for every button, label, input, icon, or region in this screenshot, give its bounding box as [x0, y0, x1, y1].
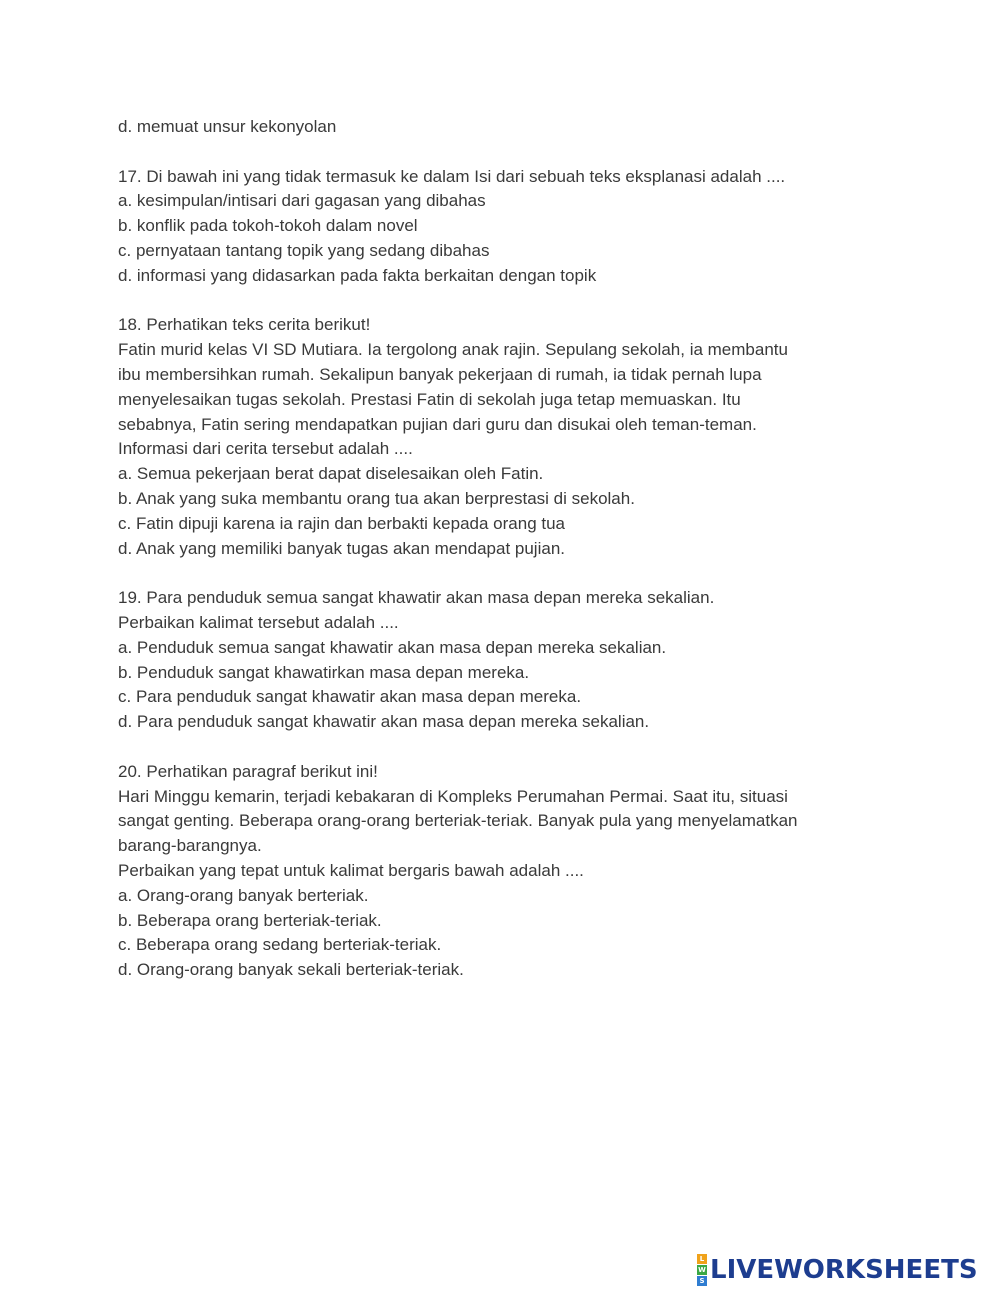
q19-option-c: c. Para penduduk sangat khawatir akan masa depan mereka. [118, 687, 582, 707]
question-18 [118, 313, 878, 561]
q17-option-b: b. konflik pada tokoh-tokoh dalam novel [118, 216, 418, 236]
question-17 [118, 165, 878, 289]
q17-option-d: d. informasi yang didasarkan pada fakta berkaitan dengan topik [118, 265, 597, 285]
q18-story-line: menyelesaikan tugas sekolah. Prestasi Fatin di sekolah juga tetap memuaskan. Itu [118, 389, 741, 409]
logo-square: S [697, 1276, 707, 1286]
q18-option-b: b. Anak yang suka membantu orang tua akan berprestasi di sekolah. [118, 488, 635, 508]
spacer [118, 735, 878, 760]
q20-option-c: c. Beberapa orang sedang berteriak-teriak. [118, 935, 442, 955]
q20-paragraph-line: sangat genting. Beberapa orang-orang berteriak-teriak. Banyak pula yang menyelamatkan [118, 811, 798, 831]
question-20 [118, 760, 878, 983]
q20-paragraph-line: barang-barangnya. [118, 836, 262, 856]
logo-square: W [698, 1266, 706, 1274]
q18-story-line: Fatin murid kelas VI SD Mutiara. Ia tergolong anak rajin. Sepulang sekolah, ia membantu [118, 340, 788, 360]
q20-paragraph-line: Hari Minggu kemarin, terjadi kebakaran di Kompleks Perumahan Permai. Saat itu, situasi [118, 786, 788, 806]
q19-option-b: b. Penduduk sangat khawatirkan masa depan mereka. [118, 662, 530, 682]
spacer [118, 140, 878, 165]
q19-option-d: d. Para penduduk sangat khawatir akan masa depan mereka sekalian. [118, 712, 650, 732]
q17-option-a: a. kesimpulan/intisari dari gagasan yang dibahas [118, 191, 486, 211]
logo-square: L [697, 1254, 707, 1264]
q20-option-a: a. Orang-orang banyak berteriak. [118, 885, 369, 905]
liveworksheets-logo[interactable] [697, 1254, 978, 1286]
q18-option-d: d. Anak yang memiliki banyak tugas akan mendapat pujian. [118, 538, 565, 558]
q19-option-a: a. Penduduk semua sangat khawatir akan masa depan mereka sekalian. [118, 637, 667, 657]
q18-option-c: c. Fatin dipuji karena ia rajin dan berbakti kepada orang tua [118, 513, 566, 533]
q20-option-d: d. Orang-orang banyak sekali berteriak-teriak. [118, 960, 464, 980]
question-17-text: 17. Di bawah ini yang tidak termasuk ke dalam Isi dari sebuah teks eksplanasi adalah .... [118, 166, 786, 186]
spacer [118, 289, 878, 314]
q18-prompt: Informasi dari cerita tersebut adalah .... [118, 439, 413, 459]
q17-option-c: c. pernyataan tantang topik yang sedang dibahas [118, 240, 490, 260]
q18-story-line: sebabnya, Fatin sering mendapatkan pujian dari guru dan disukai oleh teman-teman. [118, 414, 757, 434]
q20-option-b: b. Beberapa orang berteriak-teriak. [118, 910, 382, 930]
spacer [118, 561, 878, 586]
logo-text: LIVEWORKSHEETS [710, 1255, 978, 1285]
q16-option-d: d. memuat unsur kekonyolan [118, 117, 337, 136]
question-18-text: 18. Perhatikan teks cerita berikut! [118, 315, 371, 335]
question-19 [118, 586, 878, 735]
q20-prompt: Perbaikan yang tepat untuk kalimat bergaris bawah adalah .... [118, 860, 584, 880]
question-20-text: 20. Perhatikan paragraf berikut ini! [118, 761, 378, 781]
q18-option-a: a. Semua pekerjaan berat dapat diselesaikan oleh Fatin. [118, 464, 544, 484]
q19-prompt: Perbaikan kalimat tersebut adalah .... [118, 612, 399, 632]
q18-story-line: ibu membersihkan rumah. Sekalipun banyak pekerjaan di rumah, ia tidak pernah lupa [118, 364, 762, 384]
worksheet-page [118, 115, 878, 983]
question-19-text: 19. Para penduduk semua sangat khawatir akan masa depan mereka sekalian. [118, 588, 715, 608]
logo-squares-icon [697, 1254, 707, 1286]
